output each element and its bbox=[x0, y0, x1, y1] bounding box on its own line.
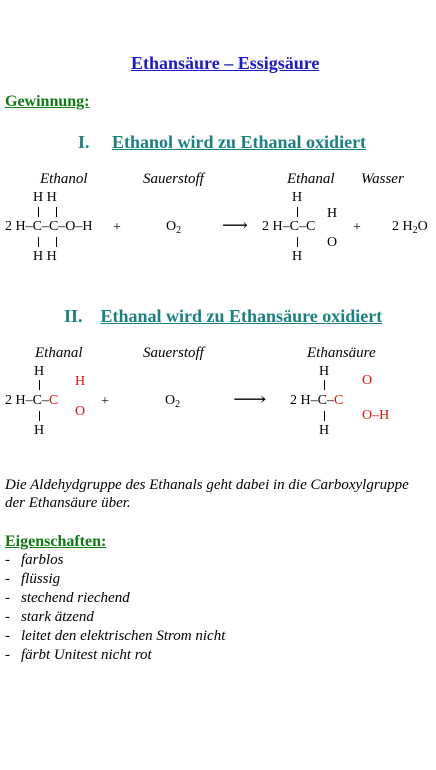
ethanal-formula: 2 H–C–C bbox=[262, 219, 316, 234]
ethanal-aldehyde-h: H bbox=[327, 206, 338, 221]
ethanal2-aldehyde-o: O bbox=[75, 404, 86, 419]
ethanol-bottom-h: H H bbox=[33, 249, 57, 264]
note-line-2: der Ethansäure über. bbox=[5, 495, 131, 511]
label-ethansaeure: Ethansäure bbox=[307, 345, 376, 361]
section-1-title: Ethanol wird zu Ethanal oxidiert bbox=[112, 132, 367, 152]
eigenschaften-heading: Eigenschaften: bbox=[5, 533, 107, 550]
acid-carbonyl-o: O bbox=[362, 373, 373, 388]
ethanal2-bottom-h: H bbox=[34, 423, 45, 438]
oxygen-formula: $O_2$ bbox=[166, 219, 182, 236]
label-ethanal: Ethanal bbox=[35, 345, 83, 361]
ethanal-aldehyde-o: O bbox=[327, 235, 338, 250]
gewinnung-heading: Gewinnung: bbox=[5, 93, 90, 110]
acid-top-h: H bbox=[319, 364, 330, 379]
section-1-number: I. bbox=[78, 132, 90, 152]
label-ethanal: Ethanal bbox=[287, 171, 335, 187]
section-1-heading bbox=[78, 132, 366, 153]
section-2-heading bbox=[64, 306, 382, 327]
label-sauerstoff: Sauerstoff bbox=[143, 171, 204, 187]
plus-sign: + bbox=[113, 220, 121, 235]
ethanal-bottom-h: H bbox=[292, 249, 303, 264]
acid-hydroxyl-oh: O–H bbox=[362, 408, 390, 423]
label-ethanol: Ethanol bbox=[40, 171, 88, 187]
list-item: - stechend riechend bbox=[5, 590, 130, 606]
ethanal-top-h: H bbox=[292, 190, 303, 205]
ethanol-top-h: H H bbox=[33, 190, 57, 205]
page-title: Ethansäure – Essigsäure bbox=[131, 53, 320, 73]
section-2-number: II. bbox=[64, 306, 83, 326]
water-formula: 2 $H_2O$ bbox=[392, 219, 428, 236]
plus-sign: + bbox=[101, 394, 109, 409]
section-2-title: Ethanal wird zu Ethansäure oxidiert bbox=[100, 306, 383, 326]
ethanal2-aldehyde-h: H bbox=[75, 374, 86, 389]
plus-sign: + bbox=[353, 220, 361, 235]
note-line-1: Die Aldehydgruppe des Ethanals geht dabei in die Carboxylgruppe bbox=[5, 477, 409, 493]
ethanal2-formula: 2 H–C–C bbox=[5, 393, 59, 408]
label-sauerstoff: Sauerstoff bbox=[143, 345, 204, 361]
acid-formula: 2 H–C–C bbox=[290, 393, 344, 408]
reaction-arrow-icon: ⟶ bbox=[233, 389, 267, 409]
ethanal2-top-h: H bbox=[34, 364, 45, 379]
oxygen-formula: $O_2$ bbox=[165, 393, 181, 410]
acid-bottom-h: H bbox=[319, 423, 330, 438]
list-item: - stark ätzend bbox=[5, 609, 94, 625]
list-item: - flüssig bbox=[5, 571, 61, 587]
list-item: - farblos bbox=[5, 552, 64, 568]
label-wasser: Wasser bbox=[361, 171, 404, 187]
reaction-arrow-icon: ⟶ bbox=[222, 215, 248, 235]
list-item: - leitet den elektrischen Strom nicht bbox=[5, 628, 226, 644]
ethanol-formula: 2 H–C–C–O–H bbox=[5, 219, 93, 234]
list-item: - färbt Unitest nicht rot bbox=[5, 647, 152, 663]
